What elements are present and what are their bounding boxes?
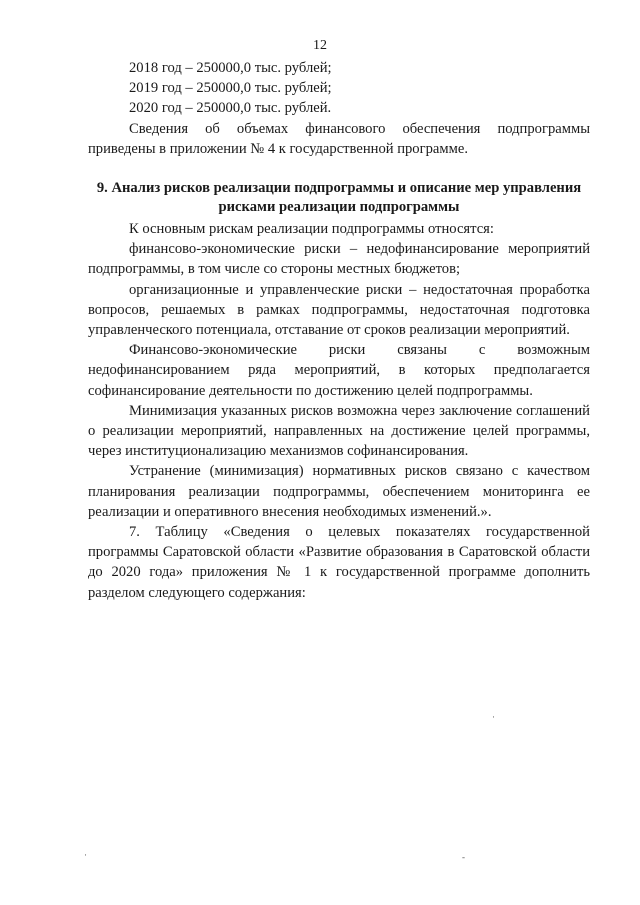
funding-note: Сведения об объемах финансового обеспечения подпрограммы приведены в приложении № 4 к государственной программе. [88,120,590,157]
funding-line-2018: 2018 год – 250000,0 тыс. рублей; [129,60,332,76]
scan-mark-mid: · [492,712,495,722]
funding-line-2019: 2019 год – 250000,0 тыс. рублей; [129,80,332,97]
paragraph-organizational-risks: организационные и управленческие риски – недостаточная проработка вопросов, решаемых в рамках подпрограммы, недостаточная подготовка управленческого потенциала, отставание от сроков реализации мероприятий. [88,281,590,339]
page-number: 12 [313,38,327,53]
paragraph-financial-risks-detail: Финансово-экономические риски связаны с возможным недофинансированием ряда мероприятий, в которых предполагается софинансирование деятельности по достижению целей подпрограммы. [88,342,590,399]
scan-mark-right: - [462,852,465,862]
section-heading: 9. Анализ рисков реализации подпрограммы и описание мер управления рисками реализации подпрограммы [96,180,582,216]
paragraph-table-amendment: 7. Таблицу «Сведения о целевых показателях государственной программы Саратовской области «Развитие образования в Саратовской области до 2020 года» приложения № 1 к государственной программе дополнить разделом следующего содержания: [88,524,590,601]
document-body [88,58,590,603]
scan-mark-left: · [84,850,87,860]
paragraph-financial-risks: финансово-экономические риски – недофинансирование мероприятий подпрограммы, в том числе со стороны местных бюджетов; [88,241,590,278]
paragraph-minimization: Минимизация указанных рисков возможна через заключение соглашений о реализации мероприятий, направленных на достижение целей программы, через институционализацию механизмов софинансирования. [88,402,590,460]
funding-line-2020: 2020 год – 250000,0 тыс. рублей. [129,100,332,117]
paragraph-intro: К основным рискам реализации подпрограммы относятся: [129,221,494,238]
paragraph-normative-risks: Устранение (минимизация) нормативных рисков связано с качеством планирования реализации подпрограммы, обеспечением мониторинга ее реализации и оперативного внесения необходимых изменений.». [88,463,590,520]
